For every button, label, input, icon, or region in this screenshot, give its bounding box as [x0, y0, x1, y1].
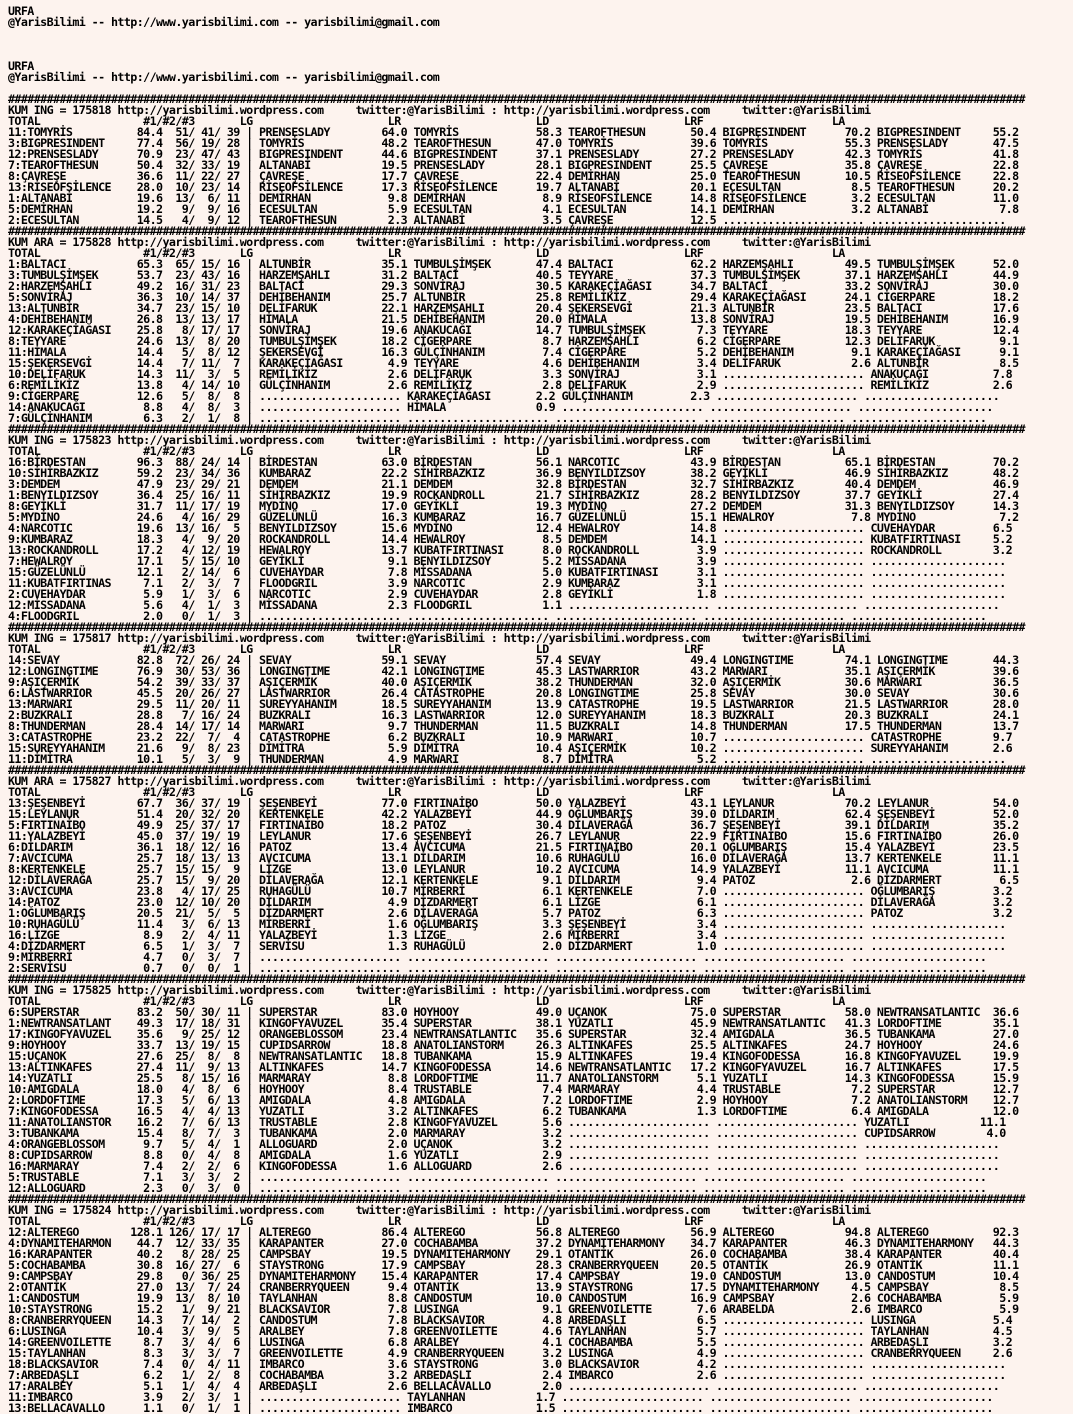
- horse-row: 12:ALTEREGO 128.1 126/ 17/ 17 | ALTEREGO 86.4 ALTEREGO 56.8 ALTEREGO 56.9 ALTEREGO 94.8 ALTEREGO 92.3: [8, 1225, 1019, 1239]
- horse-row: 2:LORDOFTIME 17.3 5/ 6/ 13 | AMIGDALA 4.8 AMIGDALA 7.2 LORDOFTIME 2.9 HOYHOOY 7.2 ANATOLIANSTORM 12.7: [8, 1093, 1019, 1107]
- horse-row: 9:MİRBERRİ 4.7 0/ 3/ 7 | ...................... ...................... ...................... ...................... .....................: [8, 950, 987, 964]
- horse-row: 7:ARBEDAŞLI 6.2 1/ 2/ 8 | COCHABAMBA 3.2 ARBEDAŞLI 2.4 IMBARCO 2.6 ...................... .....................: [8, 1368, 1006, 1382]
- horse-row: 16:KARAPANTER 40.2 8/ 28/ 25 | CAMPSBAY 19.5 DYNAMITEHARMONY 29.1 OTANTİK 26.0 COCHABAMBA 38.4 KARAPANTER 40.4: [8, 1247, 1019, 1261]
- horse-row: 8:ÇAVREŞE 36.6 11/ 22/ 27 | ÇAVREŞE 17.7 ÇAVREŞE 22.4 DEMİRHAN 25.0 TEAROFTHESUN 10.5 RİSEOFSİLENCE 22.8: [8, 169, 1019, 183]
- horse-row: 16:LİZGE 8.9 2/ 4/ 11 | YALAZBEYİ 1.3 LİZGE 2.6 MİRBERRİ 3.4 ...................... .....................: [8, 928, 1006, 942]
- horse-row: 1:NEWTRANSATLANT 49.3 17/ 18/ 31 | KINGOFYAVUZEL 35.4 SUPERSTAR 38.1 YUZATLI 45.9 NEWTRANSATLANTIC 41.3 LORDOFTIME 35.1: [8, 1016, 1019, 1030]
- horse-row: 8:CUPIDSARROW 8.8 0/ 4/ 8 | AMIGDALA 1.6 YUZATLI 2.9 ...................... ...................... .....................: [8, 1148, 1000, 1162]
- blank-line: [8, 28, 1068, 39]
- horse-row: 16:BİRDESTAN 96.3 88/ 24/ 14 | BİRDESTAN 63.0 BİRDESTAN 56.1 NARCOTIC 43.9 BİRDESTAN 65.1 BİRDESTAN 70.2: [8, 455, 1019, 469]
- horse-row: 7:AVCICUMA 25.7 18/ 13/ 13 | AVCICUMA 13.1 DİLDARIM 10.6 RUHAGÜLÜ 16.0 DİLAVERAĞA 13.7 KERTENKELE 11.1: [8, 851, 1019, 865]
- horse-row: 2:BUZKRALI 28.8 7/ 16/ 24 | BUZKRALI 16.3 LASTWARRIOR 12.0 SUREYYAHANIM 18.3 BUZKRALI 20.3 BUZKRALI 24.1: [8, 708, 1019, 722]
- horse-row: 14:PATOZ 23.0 12/ 10/ 20 | DİLDARIM 4.9 DİZDARMERT 6.1 LİZGE 6.1 ...................... DİLAVERAĞA 3.2: [8, 895, 1013, 909]
- horse-row: 3:TUMBULŞİMŞEK 53.7 23/ 43/ 16 | HARZEMŞAHLI 31.2 BALTACI 40.5 TEYYARE 37.3 TUMBULŞİMŞEK 37.1 HARZEMŞAHLI 44.9: [8, 268, 1019, 282]
- horse-row: 5:FIRTINAİBO 49.9 25/ 37/ 17 | FIRTINAİBO 18.2 PATOZ 30.4 DİLAVERAĞA 36.7 ŞEŞENBEYİ 39.1 DİLDARIM 35.2: [8, 818, 1019, 832]
- horse-row: 13:ALTINKAFES 27.4 11/ 9/ 13 | ALTINKAFES 14.7 KINGOFODESSA 14.6 NEWTRANSATLANTIC 17.2 KINGOFYAVUZEL 16.7 ALTINKAFES 17.5: [8, 1060, 1019, 1074]
- horse-row: 13:ŞEŞENBEYİ 67.7 36/ 37/ 19 | ŞEŞENBEYİ 77.0 FIRTINAİBO 50.0 YALAZBEYİ 43.1 LEYLANUR 70.2 LEYLANUR 54.0: [8, 796, 1019, 810]
- horse-row: 5:MYDİNO 24.6 4/ 16/ 29 | GÜZELÜNLÜ 16.3 KUMBARAZ 16.7 GÜZELÜNLÜ 15.1 HEWALROY 7.8 MYDİNO 7.2: [8, 510, 1019, 524]
- horse-row: 15:LEYLANUR 51.4 20/ 32/ 20 | KERTENKELE 42.2 YALAZBEYİ 44.9 OĞLUMBARIŞ 39.0 DİLDARIM 62.4 ŞEŞENBEYİ 52.0: [8, 807, 1019, 821]
- horse-row: 15:TAYLANHAN 8.3 3/ 3/ 7 | GREENVOILETTE 4.9 CRANBERRYQUEEN 3.2 LUSINGA 4.9 ...................... CRANBERRYQUEEN 2.6: [8, 1346, 1013, 1360]
- horse-row: 11:DİMİTRA 10.1 5/ 3/ 9 | THUNDERMAN 4.9 MARWARI 8.7 DİMİTRA 5.2 ...................... .....................: [8, 752, 1006, 766]
- text-line: URFA: [8, 6, 34, 18]
- horse-row: 2:CUVEHAYDAR 5.9 1/ 3/ 6 | NARCOTIC 2.9 CUVEHAYDAR 2.8 GEYİKLİ 1.8 ...................... .....................: [8, 587, 1006, 601]
- column-headers: TOTAL #1/#2/#3 LG LR LD LRF LA: [8, 785, 845, 799]
- blank-line: [8, 50, 1068, 61]
- horse-row: 18:BLACKSAVIOR 7.4 0/ 4/ 11 | IMBARCO 3.6 STAYSTRONG 3.0 BLACKSAVIOR 4.2 ...................... .....................: [8, 1357, 1006, 1371]
- horse-row: 16:MARMARAY 7.4 2/ 2/ 6 | KINGOFODESSA 1.6 ALLOGUARD 2.6 ...................... ...................... .....................: [8, 1159, 1000, 1173]
- horse-row: 6:SUPERSTAR 83.2 50/ 30/ 11 | SUPERSTAR 83.0 HOYHOOY 49.0 UÇANOK 75.0 SUPERSTAR 58.0 NEWTRANSATLANTIC 36.6: [8, 1005, 1019, 1019]
- horse-row: 4:NARCOTIC 19.6 13/ 16/ 5 | BENYILDIZSOY 15.6 MYDİNO 12.4 HEWALROY 14.8 ...................... CUVEHAYDAR 6.5: [8, 521, 1013, 535]
- horse-row: 8:TEYYARE 24.6 13/ 8/ 20 | TUMBULŞİMŞEK 18.2 CİGERPARE 8.7 HARZEMŞAHLI 6.2 CİGERPARE 12.3 DELİFARUK 9.1: [8, 334, 1019, 348]
- horse-row: 7:TEAROFTHESUN 50.4 32/ 33/ 19 | ALTANABİ 19.5 PRENSESLADY 28.1 BIGPRESINDENT 25.5 ÇAVREŞE 35.8 ÇAVREŞE 22.8: [8, 158, 1019, 172]
- horse-row: 2:SERVİSU 0.7 0/ 0/ 1 | ...................... ...................... ...................... ...................... .....................: [8, 961, 987, 975]
- column-headers: TOTAL #1/#2/#3 LG LR LD LRF LA: [8, 444, 845, 458]
- horse-row: 13:BELLACAVALLO 1.1 0/ 1/ 1 | ...................... IMBARCO 1.5 ...................... ...................... .....................: [8, 1401, 993, 1414]
- horse-row: 5:SONVİRAJ 36.3 10/ 14/ 37 | DEHİBEHANIM 25.7 ALTUNBİR 25.8 REMİLİKİZ 29.4 KARAKEÇİAĞASI 24.1 CİGERPARE 18.2: [8, 290, 1019, 304]
- horse-row: 2:OTANTİK 27.0 13/ 7/ 24 | CRANBERRYQUEEN 9.4 OTANTİK 13.9 STAYSTRONG 17.5 DYNAMITEHARMONY 4.5 CAMPSBAY 8.5: [8, 1280, 1019, 1294]
- horse-row: 8:THUNDERMAN 28.4 14/ 17/ 14 | MARWARI 9.7 THUNDERMAN 11.5 BUZKRALI 14.8 THUNDERMAN 17.5 THUNDERMAN 13.7: [8, 719, 1019, 733]
- horse-row: 9:HOYHOOY 33.7 13/ 19/ 15 | CUPIDSARROW 18.8 ANATOLIANSTORM 26.3 ALTINKAFES 25.5 ALTINKAFES 24.7 HOYHOOY 24.6: [8, 1038, 1019, 1052]
- race-header: KUM ING = 175824 http://yarisbilimi.wordpress.com twitter:@YarisBilimi : http://yarisbilimi.wordpress.com twitter:@YarisBilimi: [8, 1203, 871, 1217]
- horse-row: 13:ROCKANDROLL 17.2 4/ 12/ 19 | HEWALROY 13.7 KUBATFIRTINASI 8.0 ROCKANDROLL 3.9 ...................... ROCKANDROLL 3.2: [8, 543, 1013, 557]
- horse-row: 12:ALLOGUARD 2.3 0/ 3/ 0 | ...................... ...................... ...................... ...................... .....................: [8, 1181, 987, 1195]
- horse-row: 6:DİLDARIM 36.1 18/ 12/ 16 | PATOZ 13.4 AVCICUMA 21.5 FIRTINAİBO 20.1 OĞLUMBARIŞ 15.4 YALAZBEYİ 23.5: [8, 840, 1019, 854]
- horse-row: 8:KERTENKELE 25.7 15/ 15/ 9 | LİZGE 13.0 LEYLANUR 10.2 AVCICUMA 14.9 YALAZBEYİ 11.1 AVCICUMA 11.1: [8, 862, 1019, 876]
- horse-row: 4:DYNAMITEHARMON 44.7 12/ 33/ 35 | KARAPANTER 27.0 COCHABAMBA 37.2 DYNAMITEHARMONY 34.7 KARAPANTER 46.3 DYNAMITEHARMONY 44.3: [8, 1236, 1019, 1250]
- horse-row: 4:FLOODGRIL 2.0 0/ 1/ 3 | ...................... ...................... ...................... ...................... .....................: [8, 609, 987, 623]
- horse-row: 10:RUHAGÜLÜ 11.4 3/ 6/ 13 | MİRBERRİ 1.6 OĞLUMBARIŞ 3.3 ŞEŞENBEYİ 3.4 ...................... .....................: [8, 917, 1006, 931]
- horse-row: 6:LASTWARRIOR 45.5 20/ 26/ 27 | LASTWARRIOR 26.4 CATASTROPHE 20.8 LONGINGTIME 25.8 SEVAY 30.0 SEVAY 30.6: [8, 686, 1019, 700]
- horse-row: 7:KINGOFODESSA 16.5 4/ 4/ 13 | YUZATLI 3.2 ALTINKAFES 6.2 TUBANKAMA 1.3 LORDOFTIME 6.4 AMIGDALA 12.0: [8, 1104, 1019, 1118]
- horse-row: 17:KINGOFYAVUZEL 35.6 9/ 25/ 12 | ORANGEBLOSSOM 23.4 NEWTRANSATLANTIC 35.6 SUPERSTAR 32.4 AMIGDALA 36.5 TUBANKAMA 27.0: [8, 1027, 1019, 1041]
- horse-row: 12:PRENSESLADY 70.9 23/ 47/ 43 | BIGPRESINDENT 44.6 BIGPRESINDENT 37.1 PRENSESLADY 27.2 PRENSESLADY 42.3 TOMYRİS 41.8: [8, 147, 1019, 161]
- horse-row: 10:DELİFARUK 14.3 11/ 3/ 5 | REMİLİKİZ 2.6 DELİFARUK 3.3 SONVİRAJ 3.1 ...................... ANAKUCAĞI 7.8: [8, 367, 1013, 381]
- column-headers: TOTAL #1/#2/#3 LG LR LD LRF LA: [8, 114, 845, 128]
- horse-row: 12:LONGINGTIME 76.9 30/ 53/ 36 | LONGINGTIME 42.1 LONGINGTIME 45.3 LASTWARRIOR 43.2 MARWARI 35.1 AŞIÇERMİK 39.6: [8, 664, 1019, 678]
- column-headers: TOTAL #1/#2/#3 LG LR LD LRF LA: [8, 246, 845, 260]
- document-text: [8, 6, 1068, 1414]
- section-divider: ##############################################################################################################################################################: [8, 620, 1025, 634]
- race-header: KUM ING = 175823 http://yarisbilimi.wordpress.com twitter:@YarisBilimi : http://yarisbilimi.wordpress.com twitter:@YarisBilimi: [8, 433, 871, 447]
- blank-line: [8, 39, 1068, 50]
- section-divider: ##############################################################################################################################################################: [8, 763, 1025, 777]
- horse-row: 13:ALTUNBİR 34.7 23/ 15/ 10 | DELİFARUK 22.1 HARZEMŞAHLI 20.4 ŞEKERSEVGİ 21.3 ALTUNBİR 23.5 BALTACI 17.6: [8, 301, 1019, 315]
- race-header: KUM ING = 175818 http://yarisbilimi.wordpress.com twitter:@YarisBilimi : http://yarisbilimi.wordpress.com twitter:@YarisBilimi: [8, 103, 871, 117]
- horse-row: 10:STAYSTRONG 15.2 1/ 9/ 21 | BLACKSAVIOR 7.8 LUSINGA 9.1 GREENVOILETTE 7.6 ARABELDA 2.6 IMBARCO 5.9: [8, 1302, 1019, 1316]
- horse-row: 9:CİGERPARE 12.6 5/ 8/ 8 | ...................... KARAKEÇİAĞASI 2.2 GÜLÇİNHANIM 2.3 ...................... .....................: [8, 389, 1000, 403]
- horse-row: 15:GÜZELÜNLÜ 12.1 2/ 14/ 6 | CUVEHAYDAR 7.8 MİSSADANA 5.0 KUBATFIRTINASI 3.1 ...................... .....................: [8, 565, 1006, 579]
- horse-row: 14:ANAKUCAĞI 8.8 4/ 8/ 3 | ...................... HİMALA 0.9 ...................... ...................... .....................: [8, 400, 993, 414]
- horse-row: 1:OĞLUMBARIŞ 20.5 21/ 5/ 5 | DİZDARMERT 2.6 DİLAVERAĞA 5.7 PATOZ 6.3 ...................... PATOZ 3.2: [8, 906, 1013, 920]
- horse-row: 11:IMBARCO 3.9 2/ 3/ 1 | ...................... TAYLANHAN 1.7 ...................... ...................... .....................: [8, 1390, 993, 1404]
- column-headers: TOTAL #1/#2/#3 LG LR LD LRF LA: [8, 1214, 845, 1228]
- horse-row: 13:RİSEOFSİLENCE 28.0 10/ 23/ 14 | RİSEOFSİLENCE 17.3 RİSEOFSİLENCE 19.7 ALTANABİ 20.1 ECESULTAN 8.5 TEAROFTHESUN 20.2: [8, 180, 1019, 194]
- horse-row: 15:SUREYYAHANIM 21.6 9/ 8/ 23 | DİMİTRA 5.9 DİMİTRA 10.4 AŞIÇERMİK 10.2 ...................... SUREYYAHANIM 2.6: [8, 741, 1013, 755]
- horse-row: 1:BALTACI 65.3 65/ 15/ 16 | ALTUNBİR 35.1 TUMBULŞİMŞEK 47.4 BALTACI 62.2 HARZEMŞAHLI 49.5 TUMBULŞİMŞEK 52.0: [8, 257, 1019, 271]
- horse-row: 3:CATASTROPHE 23.2 22/ 7/ 4 | CATASTROPHE 6.2 BUZKRALI 10.9 MARWARI 10.7 ...................... CATASTROPHE 9.7: [8, 730, 1013, 744]
- horse-row: 14:YUZATLI 25.5 8/ 15/ 16 | MARMARAY 8.8 LORDOFTIME 11.7 ANATOLIANSTORM 5.1 YUZATLI 14.3 KINGOFODESSA 15.9: [8, 1071, 1019, 1085]
- horse-row: 11:TOMYRİS 84.4 51/ 41/ 39 | PRENSESLADY 64.0 TOMYRİS 58.3 TEAROFTHESUN 50.4 BIGPRESINDENT 70.2 BIGPRESINDENT 55.2: [8, 125, 1019, 139]
- horse-row: 4:DİZDARMERT 6.5 1/ 3/ 7 | SERVİSU 1.3 RUHAGÜLÜ 2.0 DİZDARMERT 1.0 ...................... .....................: [8, 939, 1006, 953]
- horse-row: 12:KARAKEÇİAĞASI 25.8 8/ 17/ 17 | SONVİRAJ 19.6 ANAKUCAĞI 14.7 TUMBULŞİMŞEK 7.3 TEYYARE 18.3 TEYYARE 12.4: [8, 323, 1019, 337]
- text-line: @YarisBilimi -- http://www.yarisbilimi.com -- yarisbilimi@gmail.com: [8, 70, 440, 84]
- horse-row: 4:DEHİBEHANIM 26.8 13/ 13/ 17 | HİMALA 21.5 DEHİBEHANIM 20.0 HİMALA 13.8 SONVİRAJ 19.5 DEHİBEHANIM 16.9: [8, 312, 1019, 326]
- horse-row: 3:DEMDEM 47.9 23/ 29/ 21 | DEMDEM 21.1 DEMDEM 32.8 BİRDESTAN 32.7 SİHİRBAZKIZ 40.4 DEMDEM 46.9: [8, 477, 1019, 491]
- horse-row: 5:TRUSTABLE 7.1 3/ 3/ 2 | ...................... ...................... ...................... ...................... .....................: [8, 1170, 987, 1184]
- race-header: KUM ING = 175817 http://yarisbilimi.wordpress.com twitter:@YarisBilimi : http://yarisbilimi.wordpress.com twitter:@YarisBilimi: [8, 631, 871, 645]
- horse-row: 4:ORANGEBLOSSOM 9.7 5/ 4/ 1 | ALLOGUARD 2.0 UÇANOK 3.2 ...................... ...................... .....................: [8, 1137, 1000, 1151]
- horse-row: 9:KUMBARAZ 18.3 4/ 9/ 20 | ROCKANDROLL 14.4 HEWALROY 8.5 DEMDEM 14.1 ...................... KUBATFIRTINASI 5.2: [8, 532, 1013, 546]
- horse-row: 15:ŞEKERSEVGİ 14.4 7/ 11/ 7 | KARAKEÇİAĞASI 4.9 TEYYARE 4.6 DEHİBEHANIM 3.4 DELİFARUK 2.6 ALTUNBİR 8.5: [8, 356, 1019, 370]
- section-divider: ##############################################################################################################################################################: [8, 972, 1025, 986]
- horse-row: 7:GÜLÇİNHANIM 6.3 2/ 1/ 8 | ...................... ...................... ...................... ...................... .....................: [8, 411, 987, 425]
- horse-row: 12:MİSSADANA 5.6 4/ 1/ 3 | MİSSADANA 2.3 FLOODGRIL 1.1 ...................... ...................... .....................: [8, 598, 1000, 612]
- horse-row: 9:AŞIÇERMİK 54.2 39/ 33/ 37 | AŞIÇERMİK 40.0 AŞIÇERMİK 38.2 THUNDERMAN 32.0 AŞIÇERMİK 30.6 MARWARI 36.5: [8, 675, 1019, 689]
- horse-row: 7:HEWALROY 17.1 5/ 15/ 10 | GEYİKLİ 9.1 BENYILDIZSOY 5.2 MİSSADANA 3.9 ...................... .....................: [8, 554, 1006, 568]
- horse-row: 6:REMİLİKİZ 13.8 4/ 14/ 10 | GÜLÇİNHANIM 2.6 REMİLİKİZ 2.8 DELİFARUK 2.9 ...................... REMİLİKİZ 2.6: [8, 378, 1013, 392]
- horse-row: 9:CAMPSBAY 29.8 0/ 36/ 25 | DYNAMITEHARMONY 15.4 KARAPANTER 17.4 CAMPSBAY 19.0 CANDOSTUM 13.0 CANDOSTUM 10.4: [8, 1269, 1019, 1283]
- horse-row: 11:HİMALA 14.4 5/ 8/ 12 | ŞEKERSEVGİ 16.3 GÜLÇİNHANIM 7.4 CİGERPARE 5.2 DEHİBEHANIM 9.1 KARAKEÇİAĞASI 9.1: [8, 345, 1019, 359]
- section-divider: ##############################################################################################################################################################: [8, 92, 1025, 106]
- horse-row: 1:CANDOSTUM 19.9 13/ 8/ 10 | TAYLANHAN 8.8 CANDOSTUM 10.0 CANDOSTUM 16.9 CAMPSBAY 2.6 COCHABAMBA 5.9: [8, 1291, 1019, 1305]
- horse-row: 3:BIGPRESINDENT 77.4 56/ 19/ 28 | TOMYRİS 48.2 TEAROFTHESUN 47.0 TOMYRİS 39.6 TOMYRİS 55.3 PRENSESLADY 47.5: [8, 136, 1019, 150]
- race-header: KUM ARA = 175828 http://yarisbilimi.wordpress.com twitter:@YarisBilimi : http://yarisbilimi.wordpress.com twitter:@YarisBilimi: [8, 235, 871, 249]
- horse-row: 2:ECESULTAN 14.5 4/ 9/ 12 | TEAROFTHESUN 2.3 ALTANABİ 3.5 ÇAVREŞE 12.5 ...................... .....................: [8, 213, 1006, 227]
- race-header: KUM ARA = 175827 http://yarisbilimi.wordpress.com twitter:@YarisBilimi : http://yarisbilimi.wordpress.com twitter:@YarisBilimi: [8, 774, 871, 788]
- section-divider: ##############################################################################################################################################################: [8, 422, 1025, 436]
- horse-row: 15:UÇANOK 27.6 25/ 8/ 8 | NEWTRANSATLANTIC 18.8 TUBANKAMA 15.9 ALTINKAFES 19.4 KINGOFODESSA 16.8 KINGOFYAVUZEL 19.9: [8, 1049, 1019, 1063]
- horse-row: 13:MARWARI 29.5 11/ 20/ 11 | SUREYYAHANIM 18.5 SUREYYAHANIM 13.9 CATASTROPHE 19.5 LASTWARRIOR 21.5 LASTWARRIOR 28.0: [8, 697, 1019, 711]
- horse-row: 5:COCHABAMBA 30.8 16/ 27/ 6 | STAYSTRONG 17.9 CAMPSBAY 28.3 CRANBERRYQUEEN 20.5 OTANTİK 26.9 OTANTİK 11.1: [8, 1258, 1019, 1272]
- horse-row: 14:SEVAY 82.8 72/ 26/ 24 | SEVAY 59.1 SEVAY 57.4 SEVAY 49.4 LONGINGTIME 74.1 LONGINGTIME 44.3: [8, 653, 1019, 667]
- horse-row: 10:SİHİRBAZKIZ 59.2 23/ 34/ 36 | KUMBARAZ 22.2 SİHİRBAZKIZ 36.9 BENYILDIZSOY 38.2 GEYİKLİ 46.9 SİHİRBAZKIZ 48.2: [8, 466, 1019, 480]
- horse-row: 3:AVCICUMA 23.8 4/ 17/ 25 | RUHAGÜLÜ 10.7 MİRBERRİ 6.1 KERTENKELE 7.0 ...................... OĞLUMBARIŞ 3.2: [8, 884, 1013, 898]
- horse-row: 12:DİLAVERAĞA 25.7 15/ 9/ 20 | DİLAVERAĞA 12.1 KERTENKELE 9.1 DİLDARIM 9.4 PATOZ 2.6 DİZDARMERT 6.5: [8, 873, 1019, 887]
- horse-row: 1:ALTANABİ 19.6 13/ 6/ 11 | DEMİRHAN 9.8 DEMİRHAN 8.9 RİSEOFSİLENCE 14.8 RİSEOFSİLENCE 3.2 ECESULTAN 11.0: [8, 191, 1019, 205]
- horse-row: 8:CRANBERRYQUEEN 14.3 7/ 14/ 2 | CANDOSTUM 7.8 BLACKSAVIOR 4.8 ARBEDAŞLI 6.5 ...................... LUSINGA 5.4: [8, 1313, 1013, 1327]
- horse-row: 11:KUBATFIRTINAS 7.1 2/ 3/ 7 | FLOODGRIL 3.9 NARCOTIC 2.9 KUMBARAZ 3.1 ...................... .....................: [8, 576, 1006, 590]
- horse-row: 11:ANATOLIANSTOR 16.2 7/ 6/ 13 | TRUSTABLE 2.8 KINGOFYAVUZEL 5.6 ...................... ...................... YUZATLI 11.1: [8, 1115, 1006, 1129]
- horse-row: 1:BENYILDIZSOY 36.4 25/ 16/ 11 | SİHİRBAZKIZ 19.9 ROCKANDROLL 21.7 SİHİRBAZKIZ 28.2 BENYILDIZSOY 37.7 GEYİKLİ 27.4: [8, 488, 1019, 502]
- race-header: KUM ING = 175825 http://yarisbilimi.wordpress.com twitter:@YarisBilimi : http://yarisbilimi.wordpress.com twitter:@YarisBilimi: [8, 983, 871, 997]
- horse-row: 10:AMIGDALA 18.0 4/ 8/ 6 | HOYHOOY 8.4 TRUSTABLE 7.4 MARMARAY 4.4 TRUSTABLE 7.2 SUPERSTAR 12.7: [8, 1082, 1019, 1096]
- section-divider: ##############################################################################################################################################################: [8, 224, 1025, 238]
- horse-row: 17:ARALBEY 5.1 1/ 4/ 4 | ARBEDAŞLI 2.6 BELLACAVALLO 2.0 ...................... ...................... .....................: [8, 1379, 1000, 1393]
- text-line: URFA: [8, 59, 34, 73]
- horse-row: 5:DEMİRHAN 19.2 9/ 9/ 16 | ECESULTAN 5.9 ECESULTAN 4.1 ECESULTAN 14.1 DEMİRHAN 3.2 ALTANABİ 7.8: [8, 202, 1019, 216]
- horse-row: 2:HARZEMŞAHLI 49.2 16/ 31/ 23 | BALTACI 29.3 SONVİRAJ 30.5 KARAKEÇİAĞASI 34.7 BALTACI 33.2 SONVİRAJ 30.0: [8, 279, 1019, 293]
- text-line: @YarisBilimi -- http://www.yarisbilimi.com -- yarisbilimi@gmail.com: [8, 15, 440, 29]
- horse-row: 3:TUBANKAMA 15.4 8/ 7/ 3 | TUBANKAMA 2.0 MARMARAY 3.2 ...................... ...................... CUPIDSARROW 4.0: [8, 1126, 1006, 1140]
- column-headers: TOTAL #1/#2/#3 LG LR LD LRF LA: [8, 642, 845, 656]
- horse-row: 11:YALAZBEYİ 45.0 37/ 19/ 19 | LEYLANUR 17.6 ŞEŞENBEYİ 26.7 LEYLANUR 22.9 FIRTINAİBO 15.6 FIRTINAİBO 26.0: [8, 829, 1019, 843]
- section-divider: ##############################################################################################################################################################: [8, 1192, 1025, 1206]
- horse-row: 8:GEYİKLİ 31.7 11/ 17/ 19 | MYDİNO 17.0 GEYİKLİ 19.3 MYDİNO 27.2 DEMDEM 31.3 BENYILDIZSOY 14.3: [8, 499, 1019, 513]
- column-headers: TOTAL #1/#2/#3 LG LR LD LRF LA: [8, 994, 845, 1008]
- horse-row: 14:GREENVOILETTE 8.7 3/ 4/ 6 | LUSINGA 6.8 ARALBEY 4.1 COCHABAMBA 5.5 ...................... ARBEDAŞLI 3.2: [8, 1335, 1013, 1349]
- horse-row: 6:LUSINGA 10.4 3/ 9/ 5 | ARALBEY 7.8 GREENVOILETTE 4.6 TAYLANHAN 5.7 ...................... TAYLANHAN 4.5: [8, 1324, 1013, 1338]
